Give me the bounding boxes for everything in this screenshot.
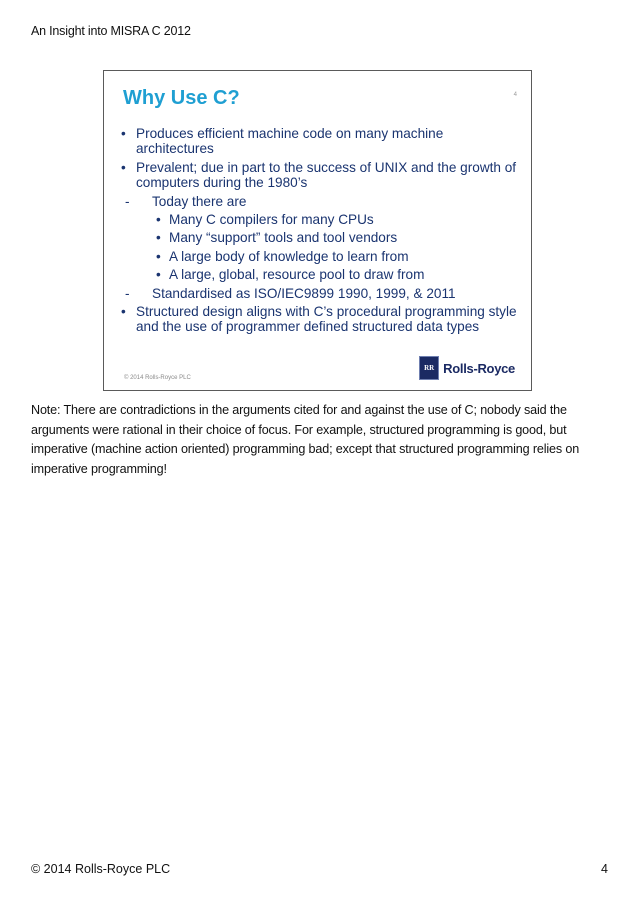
footer-copyright: © 2014 Rolls-Royce PLC	[31, 862, 171, 876]
slide-bullet-list	[121, 126, 521, 338]
bullet-marker: -	[125, 285, 130, 301]
bullet-item	[121, 160, 521, 191]
bullet-marker: •	[156, 267, 161, 283]
rolls-royce-logo	[419, 356, 515, 380]
bullet-marker: •	[121, 126, 126, 141]
bullet-marker: •	[156, 248, 161, 264]
slide-title: Why Use C?	[123, 87, 240, 109]
rr-badge-letters: RR	[424, 364, 435, 372]
sub-bullet-item	[121, 194, 521, 209]
sub-sub-bullet-item	[121, 267, 521, 282]
bullet-marker: •	[121, 304, 126, 320]
bullet-text: Prevalent; due in part to the success of UNIX and the growth of computers during the 1980’s	[136, 159, 517, 191]
note-paragraph: Note: There are contradictions in the arguments cited for and against the use of C; nobody said the arguments were rational in their choice of focus. For example, structured programming is good, but imperative (machine action oriented) programming bad; except that structured programming relies on imperative programming!	[31, 403, 580, 476]
document-header-title: An Insight into MISRA C 2012	[31, 24, 191, 38]
bullet-marker: •	[156, 230, 161, 246]
bullet-marker: •	[121, 159, 126, 175]
bullet-item	[121, 126, 521, 157]
bullet-text: Structured design aligns with C’s procedural programming style and the use of programmer defined structured data types	[136, 304, 517, 335]
slide-number: 4	[513, 92, 517, 98]
bullet-marker: •	[156, 212, 161, 228]
bullet-text: A large, global, resource pool to draw from	[169, 267, 425, 283]
logo-text: Rolls-Royce	[443, 360, 515, 376]
slide-copyright: © 2014 Rolls-Royce PLC	[124, 375, 191, 381]
bullet-text: A large body of knowledge to learn from	[169, 248, 409, 264]
slide-image	[103, 70, 532, 391]
sub-bullet-item	[121, 286, 521, 301]
bullet-text: Many “support” tools and tool vendors	[169, 230, 398, 246]
bullet-text: Standardised as ISO/IEC9899 1990, 1999, & 2011	[152, 285, 456, 301]
sub-sub-bullet-item	[121, 212, 521, 227]
sub-sub-bullet-item	[121, 249, 521, 264]
rr-badge-icon	[419, 356, 439, 380]
bullet-text: Today there are	[152, 193, 247, 209]
footer-page-number: 4	[601, 862, 608, 876]
bullet-text: Many C compilers for many CPUs	[169, 212, 374, 228]
sub-sub-bullet-item	[121, 230, 521, 245]
bullet-marker: -	[125, 193, 130, 209]
bullet-item	[121, 304, 521, 335]
bullet-text: Produces efficient machine code on many machine architectures	[136, 126, 444, 157]
